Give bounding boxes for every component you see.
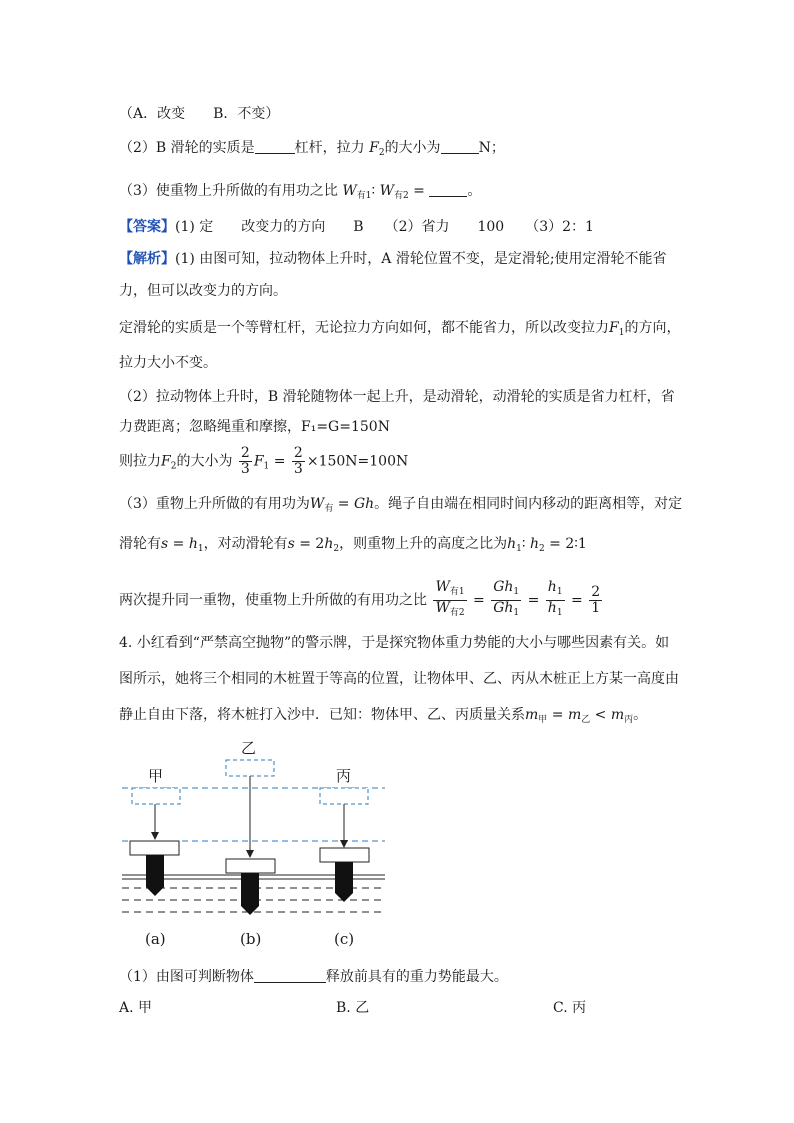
answer-blank[interactable] [254,968,326,983]
analysis-line-2: 力，但可以改变力的方向。 [119,283,287,299]
option-a[interactable]: A. 甲 [119,1000,153,1016]
analysis-line-9: 滑轮有$s = h_1$，对动滑轮有$s = 2h_2$，则重物上升的高度之比为$h_1∶$ $h_2$ = 2∶1 [119,536,587,554]
analysis-line-6: 力费距离；忽略绳重和摩擦，F₁=G=150N [119,419,390,435]
object-bing-box [320,788,368,804]
answer-blank[interactable] [255,139,295,154]
label-bing: 丙 [336,767,352,785]
q4-line-2: 图所示，她将三个相同的木桩置于等高的位置，让物体甲、乙、丙从木桩正上方某一高度由 [119,671,679,687]
option-b[interactable]: B. 乙 [336,1000,370,1016]
analysis-tag: 【解析】 [119,251,175,267]
caption-c: (c) [334,930,355,948]
q4-sub1: （1）由图可判断物体 释放前具有的重力势能最大。 [119,969,508,985]
answer-blank[interactable] [429,182,467,197]
caption-a: (a) [145,930,166,948]
answer-line: 【答案】(1) 定 改变力的方向 B （2）省力 100 （3）2：1 [119,219,594,235]
stake-b-body [241,873,259,915]
analysis-line-10: 两次提升同一重物，使重物上升所做的有用功之比 $\frac{W_{有1}}{W_{有2}}$ = $\frac{Gh_1}{Gh_1}$ = $\frac{h_1}{h_1}$ = $\frac{2}{1}$ [119,580,604,621]
stake-c-body [335,862,353,902]
fraction: $\frac{2}{1}$ [591,584,601,616]
stake-a-body [146,855,164,896]
q2-text: （2）B 滑轮的实质是 [119,140,255,156]
q4-line-1: 4. 小红看到“严禁高空抛物”的警示牌，于是探究物体重力势能的大小与哪些因素有关。如 [119,635,670,651]
fraction: $\frac{W_{有1}}{W_{有2}}$ [435,579,465,618]
answer-blank[interactable] [441,139,479,154]
analysis-line-5: （2）拉动物体上升时，B 滑轮随物体一起上升，是动滑轮，动滑轮的实质是省力杠杆，省 [119,389,675,405]
q2-line: （2）B 滑轮的实质是 杠杆，拉力 $F_2$的大小为 N； [119,140,505,158]
object-jia-box [132,788,180,804]
label-jia: 甲 [148,767,164,785]
fraction: $\frac{2}{3}$ [240,445,250,477]
stake-a-top [130,841,179,855]
q3-line: （3）使重物上升所做的有用功之比 $W_{有1}∶$ $W_{有2}$ = 。 [119,183,482,201]
fraction: $\frac{Gh_1}{Gh_1}$ [493,579,520,618]
analysis-line-3: 定滑轮的实质是一个等臂杠杆，无论拉力方向如何，都不能省力，所以改变拉力$F_1$的方向， [119,320,681,338]
answer-tag: 【答案】 [119,219,175,235]
analysis-line-7: 则拉力$F_2$的大小为 $\frac{2}{3}$ $F_1$ = $\frac{2}{3}$ ×150N=100N [119,445,409,477]
label-yi: 乙 [241,739,257,757]
analysis-line-1: 【解析】(1) 由图可知，拉动物体上升时，A 滑轮位置不变，是定滑轮;使用定滑轮不能省 [119,251,667,267]
option-c[interactable]: C. 丙 [553,1000,587,1016]
stake-b-top [226,859,275,873]
object-yi-box [226,760,274,776]
analysis-line-8: （3）重物上升所做的有用功为$W_有 = Gh$。绳子自由端在相同时间内移动的距离相等，对定 [119,496,683,514]
stake-c-top [320,848,369,862]
caption-b: (b) [240,930,262,948]
fraction: $\frac{h_1}{h_1}$ [547,579,563,618]
q4-line-3: 静止自由下落，将木桩打入沙中．已知：物体甲、乙、丙质量关系$m_甲 = m_乙 < m_丙$。 [119,707,648,725]
experiment-figure [110,730,400,950]
options-line: （A．改变 B．不变） [119,106,280,122]
fraction: $\frac{2}{3}$ [293,445,303,477]
analysis-line-4: 拉力大小不变。 [119,355,217,371]
